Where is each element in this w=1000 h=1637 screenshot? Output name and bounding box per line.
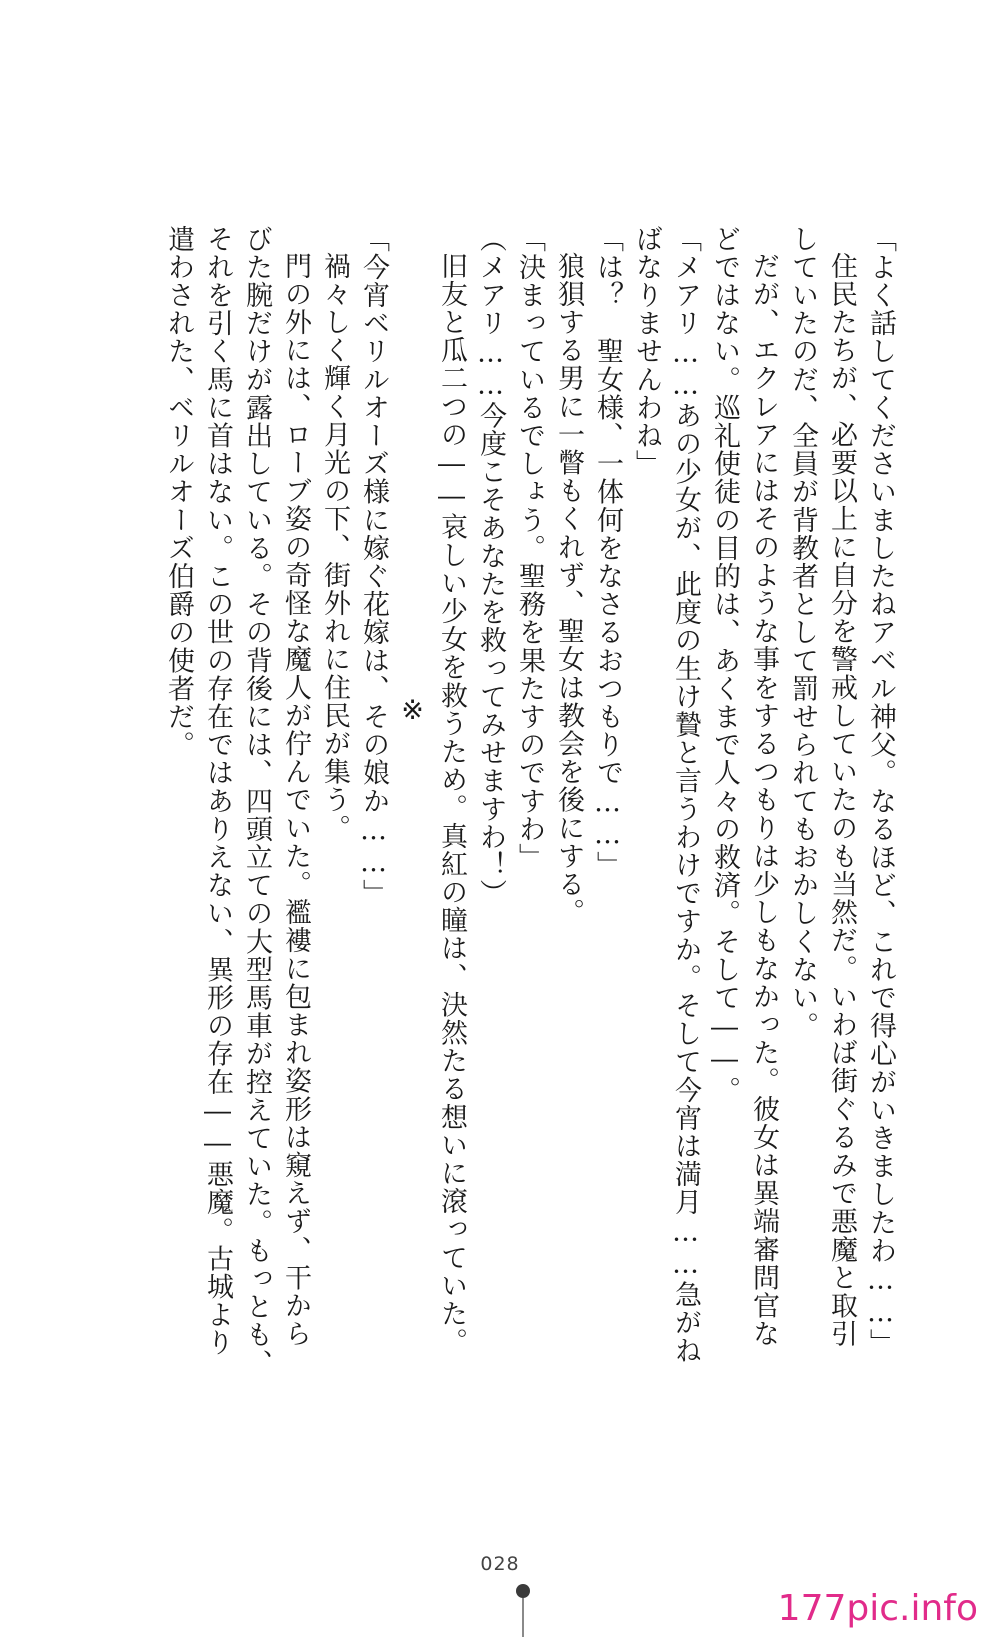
watermark: 177pic.info (777, 1588, 978, 1629)
text-line: （メアリ……今度こそあなたを救ってみせますわ！） (475, 225, 506, 908)
page-marker-dot (516, 1584, 530, 1598)
text-line: 旧友と瓜二つの――哀しい少女を救うため。真紅の瞳は、決然たる想いに滾っていた。 (436, 252, 467, 1356)
text-line: 「メアリ……あの少女が、此度の生け贄と言うわけですか。そして今宵は満月……急がね (670, 225, 701, 1365)
text-line: ばなりませんわね」 (631, 225, 662, 478)
vertical-text-block (120, 225, 900, 1378)
text-line: 「よく話してくださいましたねアベル神父。なるほど、これで得心がいきましたわ……」 (865, 225, 896, 1357)
page-marker-line (522, 1598, 524, 1637)
text-line: していたのだ、全員が背教者として罰せられてもおかしくない。 (787, 225, 818, 1040)
text-line: 禍々しく輝く月光の下、街外れに住民が集う。 (319, 252, 350, 843)
page-number: 028 (480, 1553, 520, 1575)
text-line: 門の外には、ローブ姿の奇怪な魔人が佇んでいた。襤褸に包まれ姿形は窺えず、干から (280, 252, 311, 1348)
text-line: だが、エクレアにはそのような事をするつもりは少しもなかった。彼女は異端審問官な (748, 252, 779, 1348)
text-line: どではない。巡礼使徒の目的は、あくまで人々の救済。そして――。 (709, 225, 740, 1105)
text-line: 「今宵ベリルオーズ様に嫁ぐ花嫁は、その娘か……」 (358, 225, 389, 908)
text-line: それを引く馬に首はない。この世の存在ではありえない、異形の存在――悪魔。古城より (202, 225, 233, 1357)
text-line: 狼狽する男に一瞥もくれず、聖女は教会を後にする。 (553, 252, 584, 927)
text-line: 「は？ 聖女様、一体何をなさるおつもりで……」 (592, 225, 623, 880)
section-break-mark: ※ (397, 695, 428, 728)
text-line: 住民たちが、必要以上に自分を警戒していたのも当然だ。いわば街ぐるみで悪魔と取引 (826, 252, 857, 1348)
text-line: 遣わされた、ベリルオーズ伯爵の使者だ。 (163, 225, 194, 759)
text-line: びた腕だけが露出している。その背後には、四頭立ての大型馬車が控えていた。もっとも、 (241, 225, 272, 1378)
text-line: 「決まっているでしょう。聖務を果たすのですわ」 (514, 225, 545, 872)
